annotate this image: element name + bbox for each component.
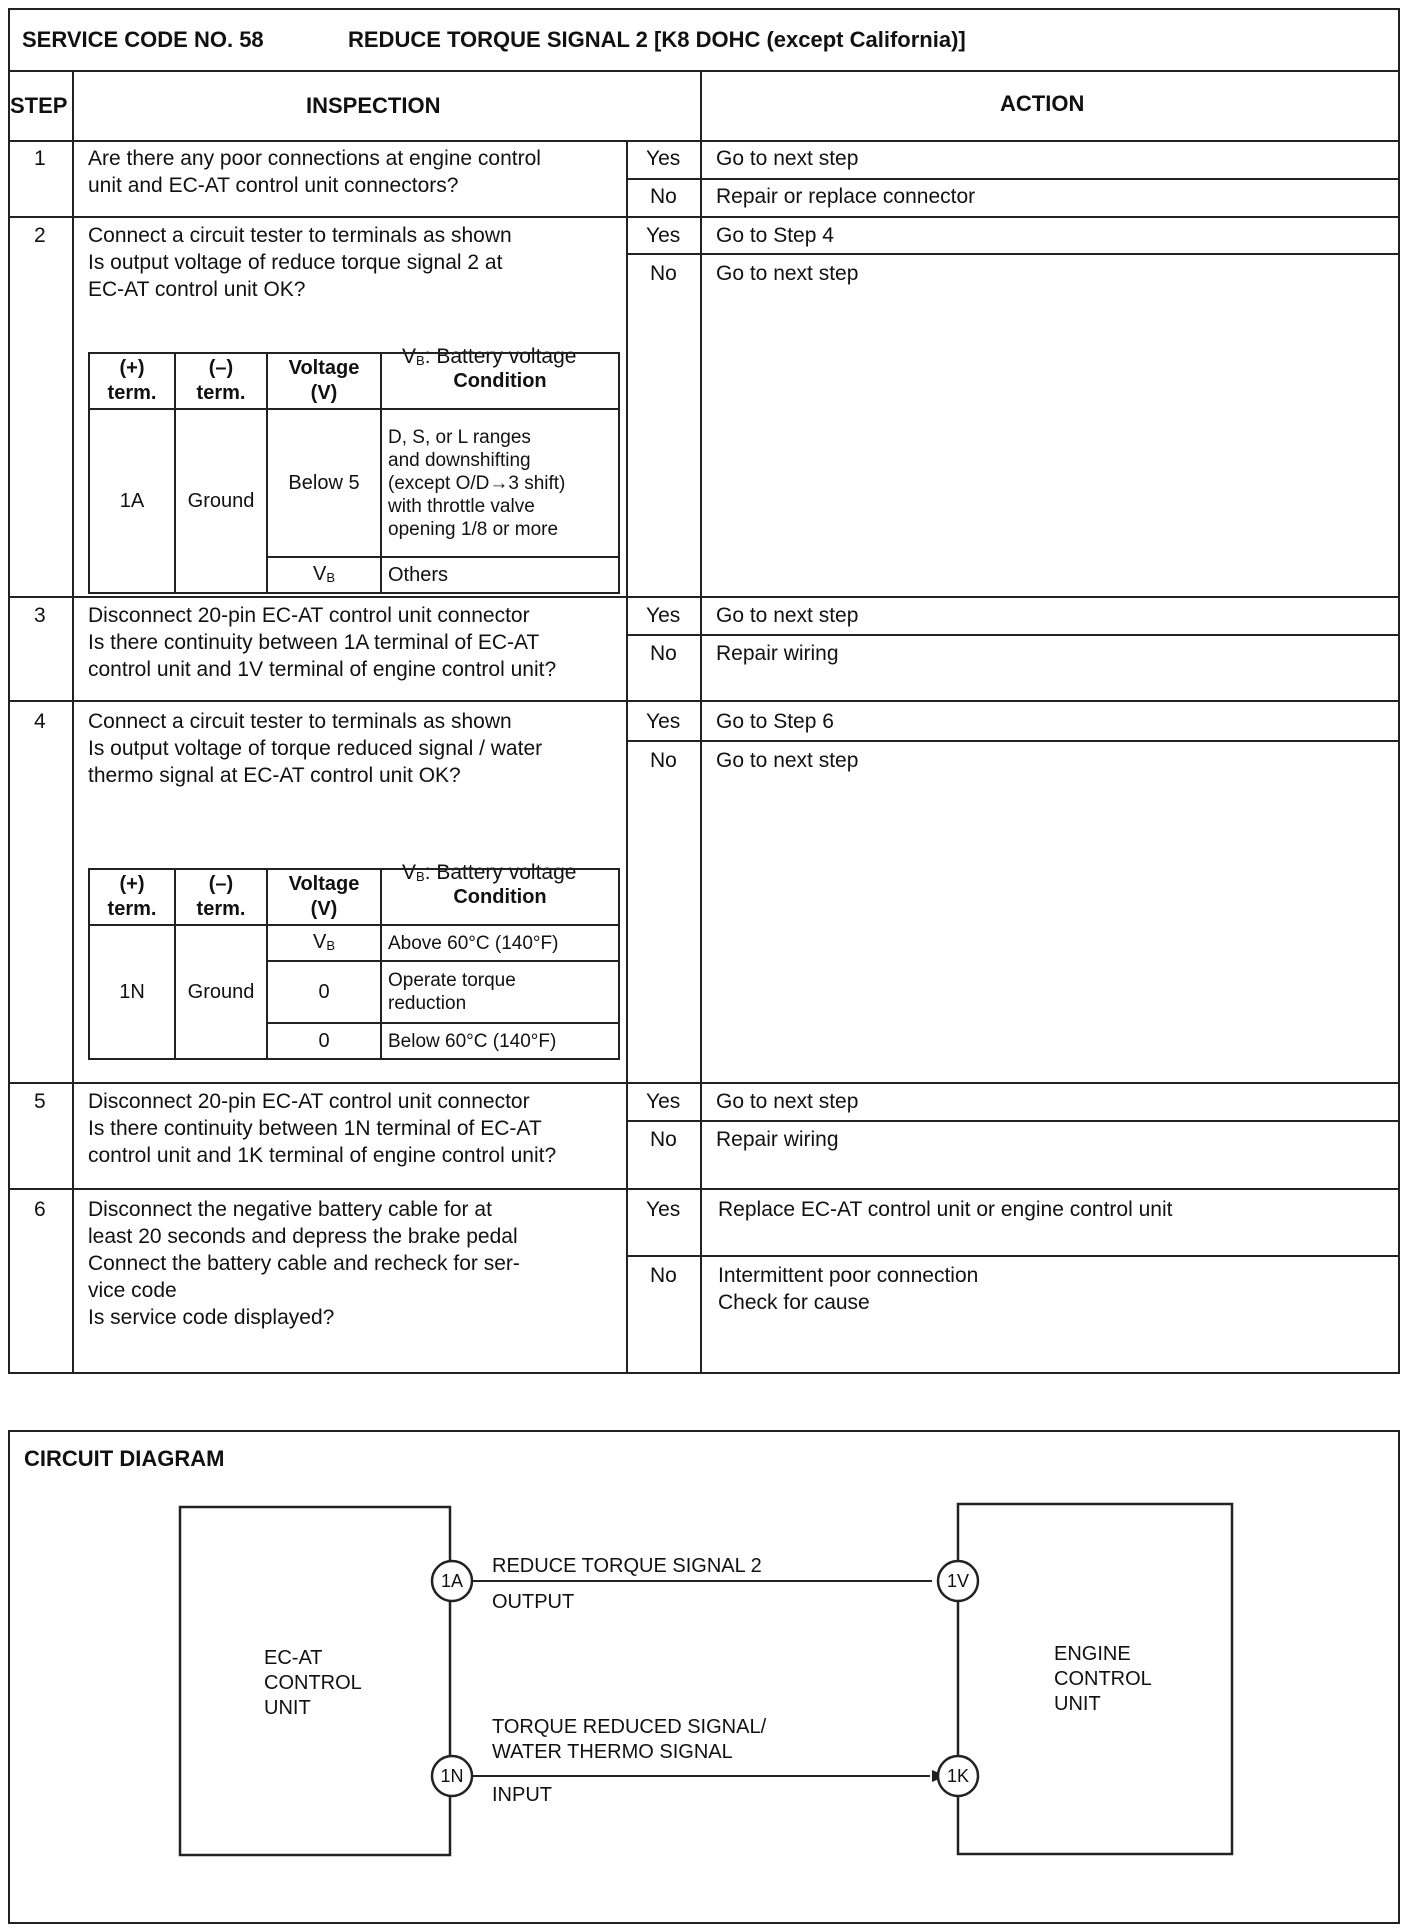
step-number: 1 <box>34 147 46 170</box>
step-inspection: Disconnect 20-pin EC-AT control unit connector Is there continuity between 1N terminal of EC-AT control unit and 1K terminal of engine control unit? <box>88 1090 557 1167</box>
header-plus-term: (+) term. <box>89 353 175 409</box>
header-minus-term: (–) term. <box>175 869 267 925</box>
column-inspection: INSPECTION <box>306 93 441 118</box>
step-inspection: Disconnect the negative battery cable for at least 20 seconds and depress the brake pedal Connect the battery cable and recheck for ser- vice code Is service code displayed? <box>88 1198 520 1329</box>
step-number: 5 <box>34 1090 46 1113</box>
service-code-number: SERVICE CODE NO. 58 <box>22 27 264 52</box>
header-minus-term: (–) term. <box>175 353 267 409</box>
pin-1n: 1N <box>440 1766 464 1786</box>
signal-input-label: INPUT <box>492 1784 552 1806</box>
step-inspection: Are there any poor connections at engine control unit and EC-AT control unit connectors? <box>88 147 541 197</box>
circuit-diagram-title: CIRCUIT DIAGRAM <box>24 1446 225 1471</box>
yes-label: Yes <box>646 224 681 247</box>
condition-value: Operate torque reduction <box>381 961 619 1023</box>
step-number: 2 <box>34 224 46 247</box>
no-label: No <box>650 749 677 772</box>
minus-term-value: Ground <box>175 409 267 593</box>
no-action: Intermittent poor connection Check for cause <box>718 1264 979 1314</box>
voltage-v: V <box>312 563 327 585</box>
step-inspection: Connect a circuit tester to terminals as shown Is output voltage of reduce torque signal 2 at EC-AT control unit OK? <box>88 224 512 301</box>
yes-action: Go to Step 6 <box>716 710 834 733</box>
signal-output-label: OUTPUT <box>492 1591 575 1613</box>
no-label: No <box>650 1128 677 1151</box>
yes-label: Yes <box>646 1198 681 1221</box>
no-action: Go to next step <box>716 262 859 285</box>
step-number: 3 <box>34 604 46 627</box>
pin-1v: 1V <box>946 1571 970 1591</box>
plus-term-value: 1N <box>89 925 175 1059</box>
column-action: ACTION <box>1000 91 1085 116</box>
note-v: V <box>402 345 417 368</box>
minus-term-value: Ground <box>175 925 267 1059</box>
ecat-unit-label: EC-AT CONTROL UNIT <box>264 1647 362 1719</box>
yes-action: Replace EC-AT control unit or engine control unit <box>718 1198 1173 1221</box>
yes-label: Yes <box>646 710 681 733</box>
pin-1k: 1K <box>946 1766 970 1786</box>
note-rest: : Battery voltage <box>424 345 577 368</box>
header-condition: Condition <box>381 869 619 925</box>
yes-action: Go to next step <box>716 604 859 627</box>
column-step: STEP <box>10 93 68 118</box>
pin-1a: 1A <box>440 1571 464 1591</box>
signal-reduce-torque: REDUCE TORQUE SIGNAL 2 <box>492 1555 762 1577</box>
header-plus-term: (+) term. <box>89 869 175 925</box>
step-inspection: Disconnect 20-pin EC-AT control unit connector Is there continuity between 1A terminal of EC-AT control unit and 1V terminal of engine control unit? <box>88 604 557 681</box>
step-inspection: Connect a circuit tester to terminals as shown Is output voltage of torque reduced signal / water thermo signal at EC-AT control unit OK? <box>88 710 543 787</box>
no-label: No <box>650 642 677 665</box>
engine-unit-label: ENGINE CONTROL UNIT <box>1054 1643 1152 1715</box>
header-voltage: Voltage (V) <box>267 869 381 925</box>
yes-action: Go to Step 4 <box>716 224 834 247</box>
voltage-value: 0 <box>267 1023 381 1059</box>
voltage-value: 0 <box>267 961 381 1023</box>
no-action: Go to next step <box>716 749 859 772</box>
header-voltage: Voltage (V) <box>267 353 381 409</box>
yes-label: Yes <box>646 1090 681 1113</box>
header-condition: Condition <box>381 353 619 409</box>
yes-label: Yes <box>646 147 681 170</box>
page-title: REDUCE TORQUE SIGNAL 2 [K8 DOHC (except California)] <box>348 27 966 52</box>
no-action: Repair wiring <box>716 1128 839 1151</box>
signal-torque-reduced: TORQUE REDUCED SIGNAL/ WATER THERMO SIGNAL <box>492 1716 767 1763</box>
plus-term-value: 1A <box>89 409 175 593</box>
note-sub: B <box>416 353 425 368</box>
no-label: No <box>650 262 677 285</box>
condition-value: Above 60°C (140°F) <box>381 925 619 961</box>
no-action: Repair wiring <box>716 642 839 665</box>
no-action: Repair or replace connector <box>716 185 976 208</box>
condition-value: Others <box>381 557 619 593</box>
condition-value: D, S, or L ranges and downshifting (except O/D→3 shift) with throttle valve opening 1/8 or more <box>381 409 619 557</box>
voltage-sub: B <box>326 938 335 953</box>
step-number: 6 <box>34 1198 46 1221</box>
step-number: 4 <box>34 710 46 733</box>
voltage-v: V <box>312 931 327 953</box>
note-rest: : Battery voltage <box>424 861 577 884</box>
note-sub: B <box>416 869 425 884</box>
yes-label: Yes <box>646 604 681 627</box>
yes-action: Go to next step <box>716 1090 859 1113</box>
voltage-value: Below 5 <box>267 409 381 557</box>
voltage-sub: B <box>326 570 335 585</box>
note-v: V <box>402 861 417 884</box>
no-label: No <box>650 1264 677 1287</box>
yes-action: Go to next step <box>716 147 859 170</box>
no-label: No <box>650 185 677 208</box>
condition-value: Below 60°C (140°F) <box>381 1023 619 1059</box>
